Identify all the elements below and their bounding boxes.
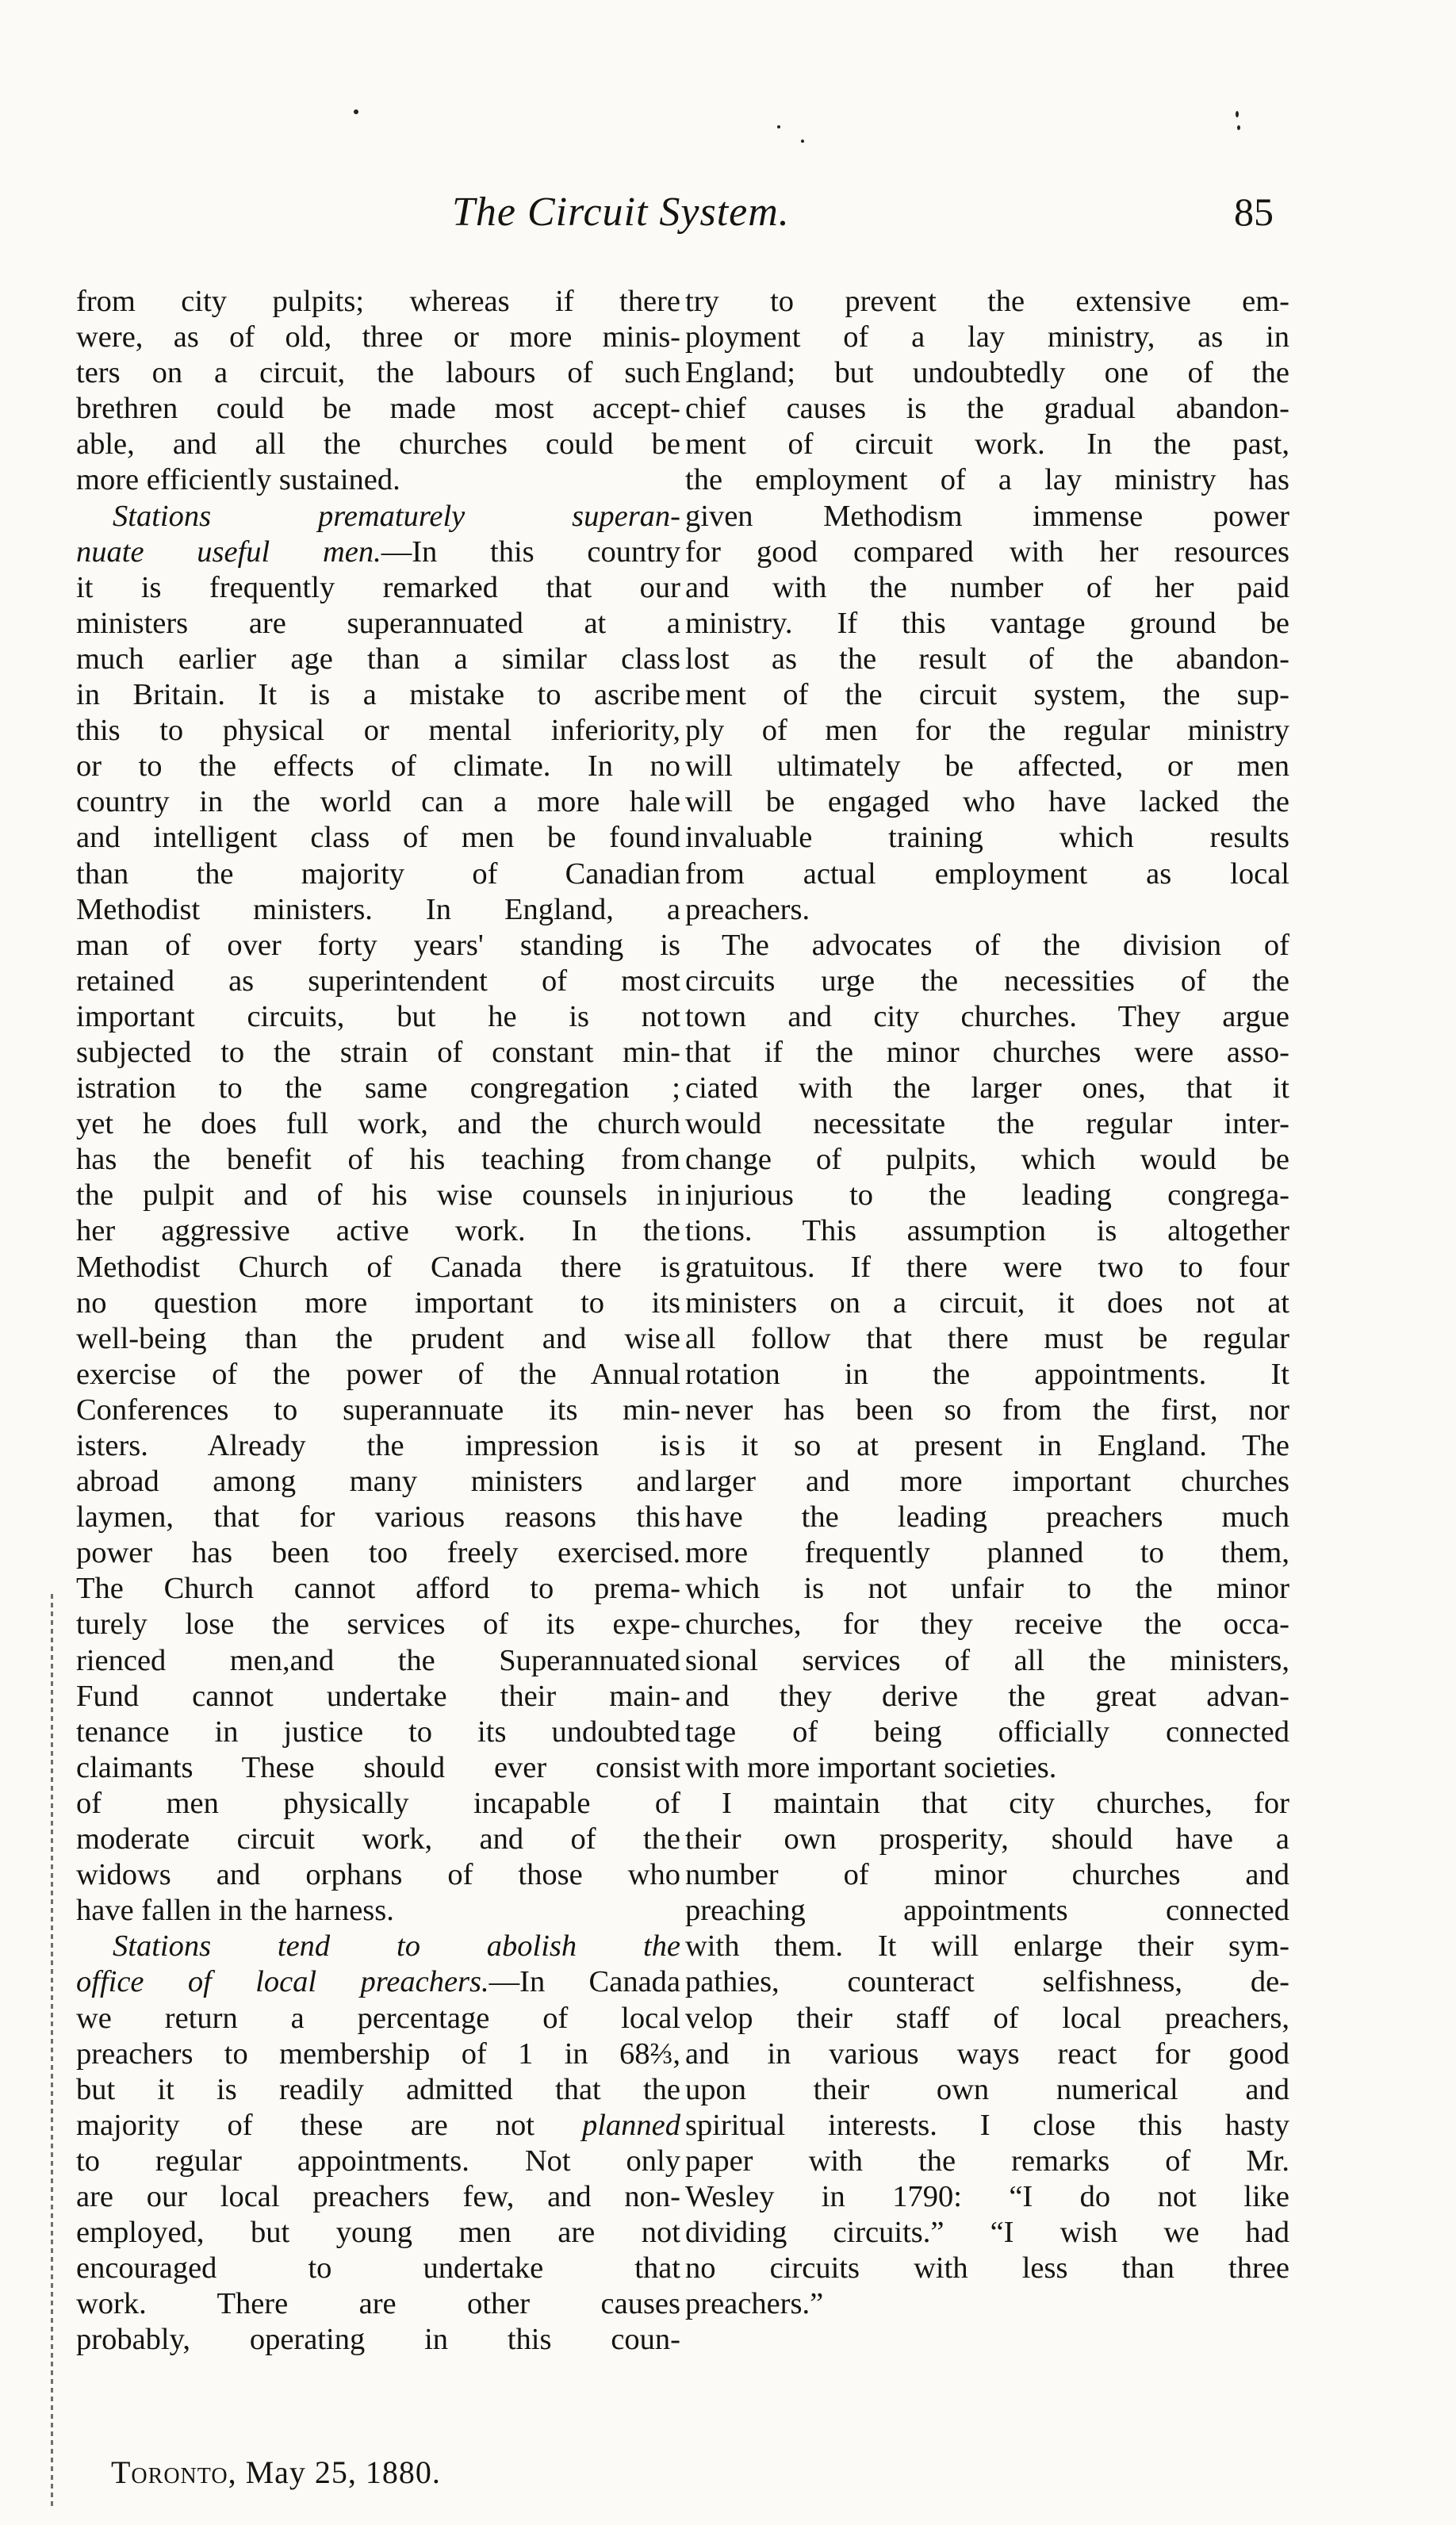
text-line xyxy=(685,1285,1289,1321)
text-line xyxy=(685,1929,1289,1964)
right-column xyxy=(685,284,1289,2322)
italic-run: office of local preachers. xyxy=(76,1965,489,1999)
text-run: The advocates of the division of xyxy=(722,928,1289,962)
text-run: majority of these are not xyxy=(76,2108,582,2142)
text-line xyxy=(685,964,1289,999)
text-run: but it is readily admitted that the xyxy=(76,2072,680,2106)
print-speck xyxy=(777,125,780,128)
text-line xyxy=(685,1786,1289,1822)
text-line xyxy=(76,391,680,427)
text-run: were, as of old, three or more minis- xyxy=(76,320,680,354)
signature-place: Toronto, xyxy=(111,2454,237,2490)
text-line xyxy=(685,499,1289,535)
text-line xyxy=(76,462,680,498)
text-line xyxy=(76,1679,680,1715)
text-run: tage of being officially connected xyxy=(685,1715,1289,1749)
text-line xyxy=(685,1464,1289,1500)
text-run: turely lose the services of its expe- xyxy=(76,1607,680,1642)
text-run: spiritual interests. I close this hasty xyxy=(685,2108,1289,2142)
text-run: or to the effects of climate. In no xyxy=(76,749,680,784)
text-run: man of over forty years' standing is xyxy=(76,928,680,962)
text-line xyxy=(685,1571,1289,1607)
text-line xyxy=(685,1357,1289,1393)
text-run: The Church cannot afford to prema- xyxy=(76,1572,680,1606)
text-line xyxy=(76,928,680,964)
text-run: work. There are other causes xyxy=(76,2287,680,2321)
text-line xyxy=(685,784,1289,820)
text-line xyxy=(685,1035,1289,1071)
text-line xyxy=(76,2036,680,2072)
text-run: no question more important to its xyxy=(76,1285,680,1320)
text-line xyxy=(685,820,1289,856)
text-line xyxy=(685,2251,1289,2286)
text-line xyxy=(76,1535,680,1571)
text-run: from city pulpits; whereas if there xyxy=(76,285,680,318)
text-run: more frequently planned to them, xyxy=(685,1536,1289,1570)
text-run: and in various ways react for good xyxy=(685,2036,1289,2071)
text-run: and they derive the great advan- xyxy=(685,1679,1289,1713)
text-run: yet he does full work, and the church xyxy=(76,1107,680,1141)
text-line xyxy=(76,1428,680,1464)
signature-line xyxy=(111,2454,441,2491)
text-line xyxy=(685,1535,1289,1571)
text-run: that if the minor churches were asso- xyxy=(685,1035,1289,1069)
text-line xyxy=(76,677,680,713)
text-run: churches, for they receive the occa- xyxy=(685,1607,1289,1642)
text-line xyxy=(685,2036,1289,2072)
text-line xyxy=(76,2215,680,2251)
text-line xyxy=(685,1178,1289,1213)
text-run: important circuits, but he is not xyxy=(76,999,680,1033)
text-run: much earlier age than a similar class xyxy=(76,642,680,676)
text-run: subjected to the strain of constant min- xyxy=(76,1035,680,1069)
text-run: we return a percentage of local xyxy=(76,2001,680,2035)
text-line xyxy=(76,1500,680,1535)
text-run: ministers are superannuated at a xyxy=(76,606,680,640)
text-line xyxy=(76,892,680,928)
text-line xyxy=(685,355,1289,391)
text-run: ministers on a circuit, it does not at xyxy=(685,1285,1289,1320)
text-run: well-being than the prudent and wise xyxy=(76,1321,680,1355)
text-run: would necessitate the regular inter- xyxy=(685,1107,1289,1141)
text-run: retained as superintendent of most xyxy=(76,964,680,998)
text-line xyxy=(76,1357,680,1393)
text-run: velop their staff of local preachers, xyxy=(685,2001,1289,2035)
text-run: power has been too freely exercised. xyxy=(76,1536,680,1570)
text-run: town and city churches. They argue xyxy=(685,999,1289,1033)
text-run: paper with the remarks of Mr. xyxy=(685,2144,1289,2178)
text-run: England; but undoubtedly one of the xyxy=(685,356,1289,390)
text-run: able, and all the churches could be xyxy=(76,427,680,462)
text-run: this to physical or mental inferiority, xyxy=(76,714,680,748)
text-line xyxy=(76,1857,680,1893)
text-line xyxy=(685,1428,1289,1464)
text-run: circuits urge the necessities of the xyxy=(685,964,1289,998)
text-line xyxy=(685,1500,1289,1535)
text-line xyxy=(685,713,1289,749)
text-run: will be engaged who have lacked the xyxy=(685,785,1289,819)
text-run: laymen, that for various reasons this xyxy=(76,1500,680,1535)
text-run: ters on a circuit, the labours of such xyxy=(76,356,680,390)
text-run: Conferences to superannuate its min- xyxy=(76,1393,680,1427)
text-line xyxy=(685,2179,1289,2215)
text-run: never has been so from the first, nor xyxy=(685,1393,1289,1427)
text-line xyxy=(685,1679,1289,1715)
text-line xyxy=(685,1964,1289,2000)
text-line xyxy=(685,999,1289,1035)
text-line xyxy=(76,2108,680,2144)
italic-run: nuate useful men. xyxy=(76,535,381,569)
text-line xyxy=(685,1822,1289,1857)
text-line xyxy=(685,1750,1289,1786)
text-run: chief causes is the gradual abandon- xyxy=(685,392,1289,426)
text-line xyxy=(685,462,1289,498)
text-run: of men physically incapable of xyxy=(76,1786,680,1820)
text-line xyxy=(685,570,1289,606)
text-run: widows and orphans of those who xyxy=(76,1858,680,1892)
text-line xyxy=(685,2286,1289,2322)
text-run: with more important societies. xyxy=(685,1750,1057,1784)
text-run: ployment of a lay ministry, as in xyxy=(685,320,1289,354)
text-line xyxy=(685,2001,1289,2036)
text-run: gratuitous. If there were two to four xyxy=(685,1250,1289,1284)
text-run: the pulpit and of his wise counsels in xyxy=(76,1178,680,1213)
text-line xyxy=(685,677,1289,713)
text-line xyxy=(76,1929,680,1964)
text-run: sional services of all the ministers, xyxy=(685,1643,1289,1677)
text-line xyxy=(685,284,1289,320)
text-line xyxy=(76,1750,680,1786)
text-run: than the majority of Canadian xyxy=(76,856,680,891)
text-line xyxy=(685,1393,1289,1428)
text-run: country in the world can a more hale xyxy=(76,785,680,819)
text-run: are our local preachers few, and non- xyxy=(76,2179,680,2213)
text-run: Methodist ministers. In England, a xyxy=(76,892,680,926)
text-line xyxy=(76,820,680,856)
text-line xyxy=(685,1106,1289,1142)
text-line xyxy=(685,892,1289,928)
text-line xyxy=(685,1715,1289,1750)
text-run: their own prosperity, should have a xyxy=(685,1822,1289,1856)
text-line xyxy=(76,2286,680,2322)
text-line xyxy=(76,355,680,391)
text-line xyxy=(76,284,680,320)
text-run: pathies, counteract selfishness, de- xyxy=(685,1965,1289,1999)
italic-run: Stations tend to abolish the xyxy=(113,1929,680,1964)
text-line xyxy=(685,1250,1289,1285)
text-line xyxy=(685,535,1289,570)
text-line xyxy=(76,2251,680,2286)
text-run: Fund cannot undertake their main- xyxy=(76,1679,680,1713)
text-run: upon their own numerical and xyxy=(685,2072,1289,2106)
text-line xyxy=(76,2072,680,2108)
text-line xyxy=(685,856,1289,892)
text-line xyxy=(76,535,680,570)
text-run: more efficiently sustained. xyxy=(76,463,400,497)
text-line xyxy=(685,1213,1289,1249)
text-line xyxy=(76,2144,680,2179)
text-run: to regular appointments. Not only xyxy=(76,2144,680,2178)
text-run: preachers.” xyxy=(685,2287,824,2321)
left-column xyxy=(76,284,680,2358)
text-run: probably, operating in this coun- xyxy=(76,2323,680,2357)
text-run: employed, but young men are not xyxy=(76,2216,680,2250)
text-line xyxy=(685,427,1289,462)
text-line xyxy=(685,749,1289,784)
italic-run: Stations prematurely superan- xyxy=(113,499,680,533)
text-run: dividing circuits.” “I wish we had xyxy=(685,2216,1289,2250)
text-line xyxy=(76,1250,680,1285)
text-line xyxy=(685,2108,1289,2144)
text-line xyxy=(76,642,680,677)
text-line xyxy=(76,1178,680,1213)
text-run: —In this country xyxy=(381,535,680,569)
text-line xyxy=(685,1893,1289,1929)
text-run: is it so at present in England. The xyxy=(685,1429,1289,1462)
text-line xyxy=(685,320,1289,355)
text-run: which is not unfair to the minor xyxy=(685,1572,1289,1606)
text-run: tenance in justice to its undoubted xyxy=(76,1715,680,1749)
text-run: ciated with the larger ones, that it xyxy=(685,1071,1289,1105)
binding-edge-mark xyxy=(51,1594,53,2506)
text-line xyxy=(685,1071,1289,1106)
text-line xyxy=(76,1964,680,2000)
text-line xyxy=(685,606,1289,642)
print-speck xyxy=(354,109,358,114)
print-speck xyxy=(1237,125,1240,130)
text-run: have fallen in the harness. xyxy=(76,1894,394,1928)
text-run: —In Canada xyxy=(489,1965,680,1999)
text-line xyxy=(685,2215,1289,2251)
text-line xyxy=(76,856,680,892)
text-run: no circuits with less than three xyxy=(685,2251,1289,2286)
text-line xyxy=(76,1321,680,1357)
text-run: isters. Already the impression is xyxy=(76,1429,680,1462)
text-line xyxy=(76,320,680,355)
text-run: preachers. xyxy=(685,892,810,926)
text-line xyxy=(76,1715,680,1750)
text-line xyxy=(76,2001,680,2036)
text-run: the employment of a lay ministry has xyxy=(685,463,1289,497)
text-run: change of pulpits, which would be xyxy=(685,1143,1289,1177)
text-run: for good compared with her resources xyxy=(685,535,1289,569)
text-run: have the leading preachers much xyxy=(685,1500,1289,1535)
text-run: ment of the circuit system, the sup- xyxy=(685,678,1289,712)
text-run: has the benefit of his teaching from xyxy=(76,1143,680,1177)
text-line xyxy=(76,1285,680,1321)
text-line xyxy=(76,999,680,1035)
text-line xyxy=(76,964,680,999)
text-run: moderate circuit work, and of the xyxy=(76,1822,680,1856)
text-run: Methodist Church of Canada there is xyxy=(76,1250,680,1284)
text-line xyxy=(76,1142,680,1178)
text-line xyxy=(685,391,1289,427)
text-run: ment of circuit work. In the past, xyxy=(685,427,1289,462)
text-run: lost as the result of the abandon- xyxy=(685,642,1289,676)
text-run: her aggressive active work. In the xyxy=(76,1214,680,1248)
text-run: larger and more important churches xyxy=(685,1465,1289,1499)
running-head xyxy=(0,189,1456,252)
signature-date: May 25, 1880. xyxy=(245,2454,441,2490)
text-run: encouraged to undertake that xyxy=(76,2251,680,2286)
text-run: injurious to the leading congrega- xyxy=(685,1178,1289,1213)
text-run: invaluable training which results xyxy=(685,821,1289,855)
text-run: rotation in the appointments. It xyxy=(685,1357,1289,1391)
text-run: rienced men,and the Superannuated xyxy=(76,1643,680,1677)
text-run: tions. This assumption is altogether xyxy=(685,1214,1289,1248)
text-run: try to prevent the extensive em- xyxy=(685,285,1289,318)
text-line xyxy=(76,749,680,784)
text-line xyxy=(76,1822,680,1857)
text-run: istration to the same congregation ; xyxy=(76,1071,680,1105)
text-line xyxy=(76,1607,680,1642)
text-line xyxy=(685,1857,1289,1893)
text-run: Wesley in 1790: “I do not like xyxy=(685,2179,1289,2213)
page-number: 85 xyxy=(1234,190,1274,234)
text-line xyxy=(76,1643,680,1679)
text-line xyxy=(685,642,1289,677)
text-run: it is frequently remarked that our xyxy=(76,570,680,604)
text-line xyxy=(76,1071,680,1106)
text-run: ministry. If this vantage ground be xyxy=(685,606,1289,640)
text-line xyxy=(685,2144,1289,2179)
print-speck xyxy=(801,140,804,143)
text-run: preaching appointments connected xyxy=(685,1894,1289,1928)
text-line xyxy=(76,1893,680,1929)
text-line xyxy=(76,2179,680,2215)
text-run: claimants These should ever consist xyxy=(76,1750,680,1784)
text-line xyxy=(76,1106,680,1142)
text-line xyxy=(685,1142,1289,1178)
text-line xyxy=(685,928,1289,964)
text-line xyxy=(76,1213,680,1249)
text-line xyxy=(685,1321,1289,1357)
text-run: I maintain that city churches, for xyxy=(722,1786,1289,1820)
text-run: and intelligent class of men be found xyxy=(76,821,680,855)
text-run: number of minor churches and xyxy=(685,1858,1289,1892)
text-line xyxy=(76,1035,680,1071)
running-title: The Circuit System. xyxy=(452,190,790,235)
text-line xyxy=(76,713,680,749)
text-run: abroad among many ministers and xyxy=(76,1465,680,1499)
text-run: and with the number of her paid xyxy=(685,570,1289,604)
italic-run: planned xyxy=(581,2108,680,2142)
text-line xyxy=(76,2322,680,2358)
text-line xyxy=(76,499,680,535)
text-line xyxy=(76,1571,680,1607)
text-line xyxy=(76,570,680,606)
text-run: with them. It will enlarge their sym- xyxy=(685,1929,1289,1964)
text-run: brethren could be made most accept- xyxy=(76,392,680,426)
text-line xyxy=(76,427,680,462)
text-run: from actual employment as local xyxy=(685,856,1289,891)
text-line xyxy=(685,1643,1289,1679)
text-line xyxy=(685,1607,1289,1642)
text-line xyxy=(76,1393,680,1428)
text-run: will ultimately be affected, or men xyxy=(685,749,1289,784)
text-run: all follow that there must be regular xyxy=(685,1321,1289,1355)
text-run: given Methodism immense power xyxy=(685,499,1289,533)
text-run: preachers to membership of 1 in 68⅔, xyxy=(76,2036,680,2071)
text-line xyxy=(76,1464,680,1500)
text-run: exercise of the power of the Annual xyxy=(76,1357,680,1391)
print-speck xyxy=(1236,111,1239,117)
text-line xyxy=(685,2072,1289,2108)
text-run: ply of men for the regular ministry xyxy=(685,714,1289,748)
text-run: in Britain. It is a mistake to ascribe xyxy=(76,678,680,712)
text-line xyxy=(76,606,680,642)
text-line xyxy=(76,784,680,820)
text-line xyxy=(76,1786,680,1822)
